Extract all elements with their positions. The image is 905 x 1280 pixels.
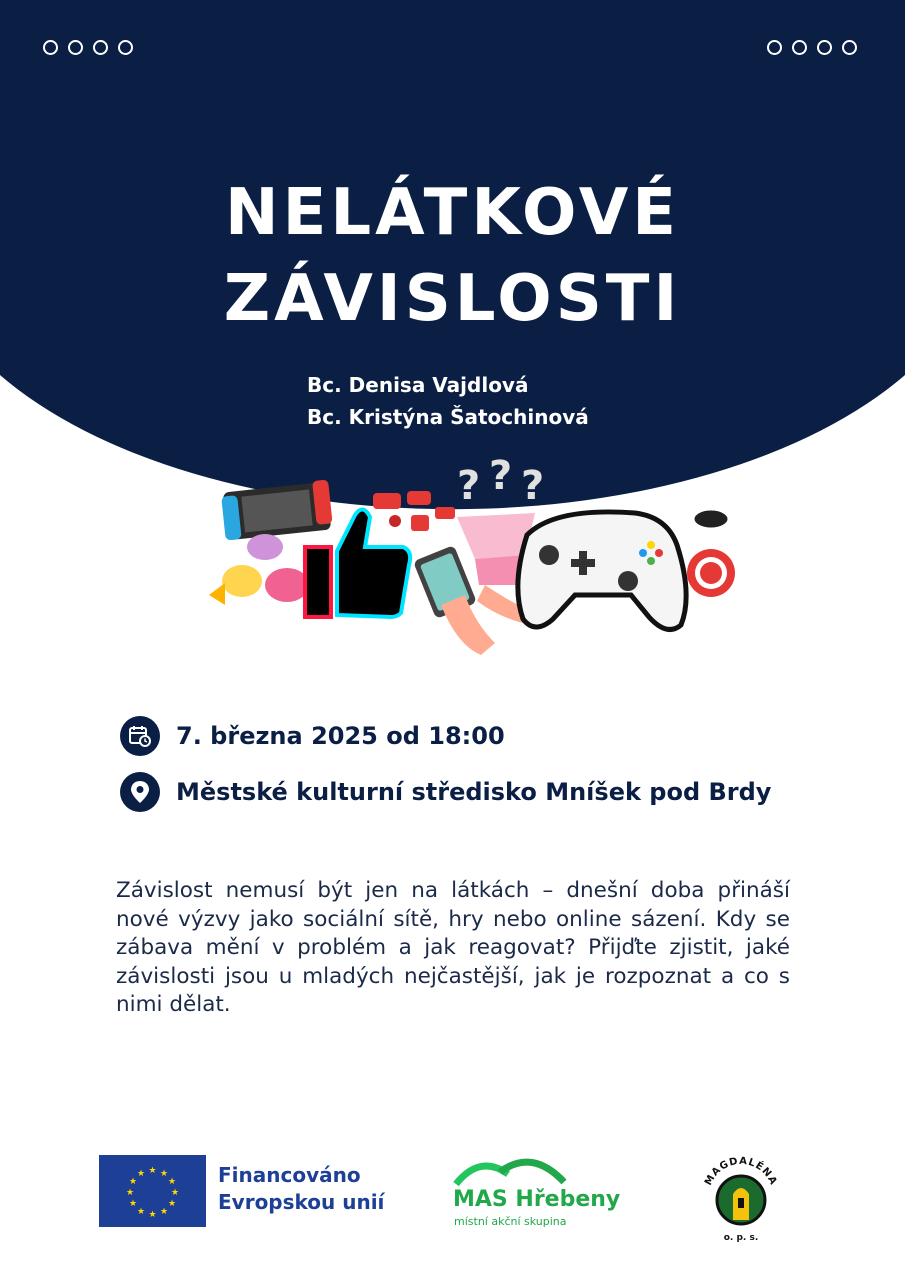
- eu-funding-text: [218, 1162, 384, 1216]
- svg-text:★: ★: [128, 1177, 138, 1187]
- svg-text:★: ★: [167, 1177, 177, 1187]
- addiction-illustration: [195, 455, 755, 665]
- calendar-clock-icon: [120, 716, 160, 756]
- svg-text:★: ★: [170, 1188, 180, 1198]
- page-title: [0, 170, 905, 342]
- svg-text:?: ?: [521, 463, 545, 509]
- title-line-1: NELÁTKOVÉ: [225, 176, 680, 250]
- mas-hrebeny-logo: [450, 1150, 620, 1240]
- magdalena-name: MAGDALÉNA: [703, 1155, 779, 1188]
- svg-text:?: ?: [457, 463, 481, 509]
- magdalena-suffix: o. p. s.: [723, 1233, 759, 1242]
- svg-text:★: ★: [136, 1207, 146, 1217]
- svg-text:★: ★: [159, 1207, 169, 1217]
- svg-text:★: ★: [159, 1169, 169, 1179]
- event-place-row: [120, 772, 771, 812]
- event-place: Městské kulturní středisko Mníšek pod Brdy: [176, 778, 772, 806]
- location-pin-icon: [120, 772, 160, 812]
- game-controller-icon: [518, 512, 686, 630]
- decorative-dots-right: [767, 40, 857, 55]
- svg-text:★: ★: [128, 1199, 138, 1209]
- eu-flag-icon: [99, 1155, 206, 1227]
- event-description: Závislost nemusí být jen na látkách – dnešní doba přináší nové výzvy jako sociální sítě, hry nebo online sázení. Kdy se zábava mění v problém a jak reagovat? Přijďte zjistit, jaké závislosti jsou u mladých nejčastější, jak je rozpoznat a co s nimi dělat.: [116, 878, 790, 1017]
- author-2: Bc. Kristýna Šatochinová: [307, 405, 589, 429]
- game-console-icon: [221, 479, 332, 540]
- decorative-dots-left: [43, 40, 133, 55]
- magdalena-logo: [695, 1150, 787, 1242]
- event-date: 7. března 2025 od 18:00: [176, 722, 505, 750]
- author-1: Bc. Denisa Vajdlová: [307, 373, 529, 397]
- svg-text:?: ?: [489, 455, 513, 499]
- svg-text:★: ★: [167, 1199, 177, 1209]
- title-line-2: ZÁVISLOSTI: [223, 262, 682, 336]
- candy-icon: [209, 534, 309, 605]
- svg-text:★: ★: [148, 1166, 157, 1176]
- mas-name: MAS Hřebeny: [453, 1187, 621, 1212]
- event-date-row: [120, 716, 505, 756]
- eu-funding-line-1: Financováno: [218, 1163, 361, 1187]
- mas-subtitle: místní akční skupina: [454, 1215, 567, 1228]
- svg-text:★: ★: [148, 1210, 157, 1220]
- footer-logos: [0, 1150, 905, 1250]
- svg-text:★: ★: [125, 1188, 135, 1198]
- svg-text:★: ★: [136, 1169, 146, 1179]
- hills-icon: [452, 1152, 572, 1186]
- eu-funding-line-2: Evropskou unií: [218, 1190, 385, 1214]
- authors: [307, 369, 589, 433]
- notification-bubbles-icon: [373, 491, 455, 531]
- poker-chips-icon: [687, 509, 735, 597]
